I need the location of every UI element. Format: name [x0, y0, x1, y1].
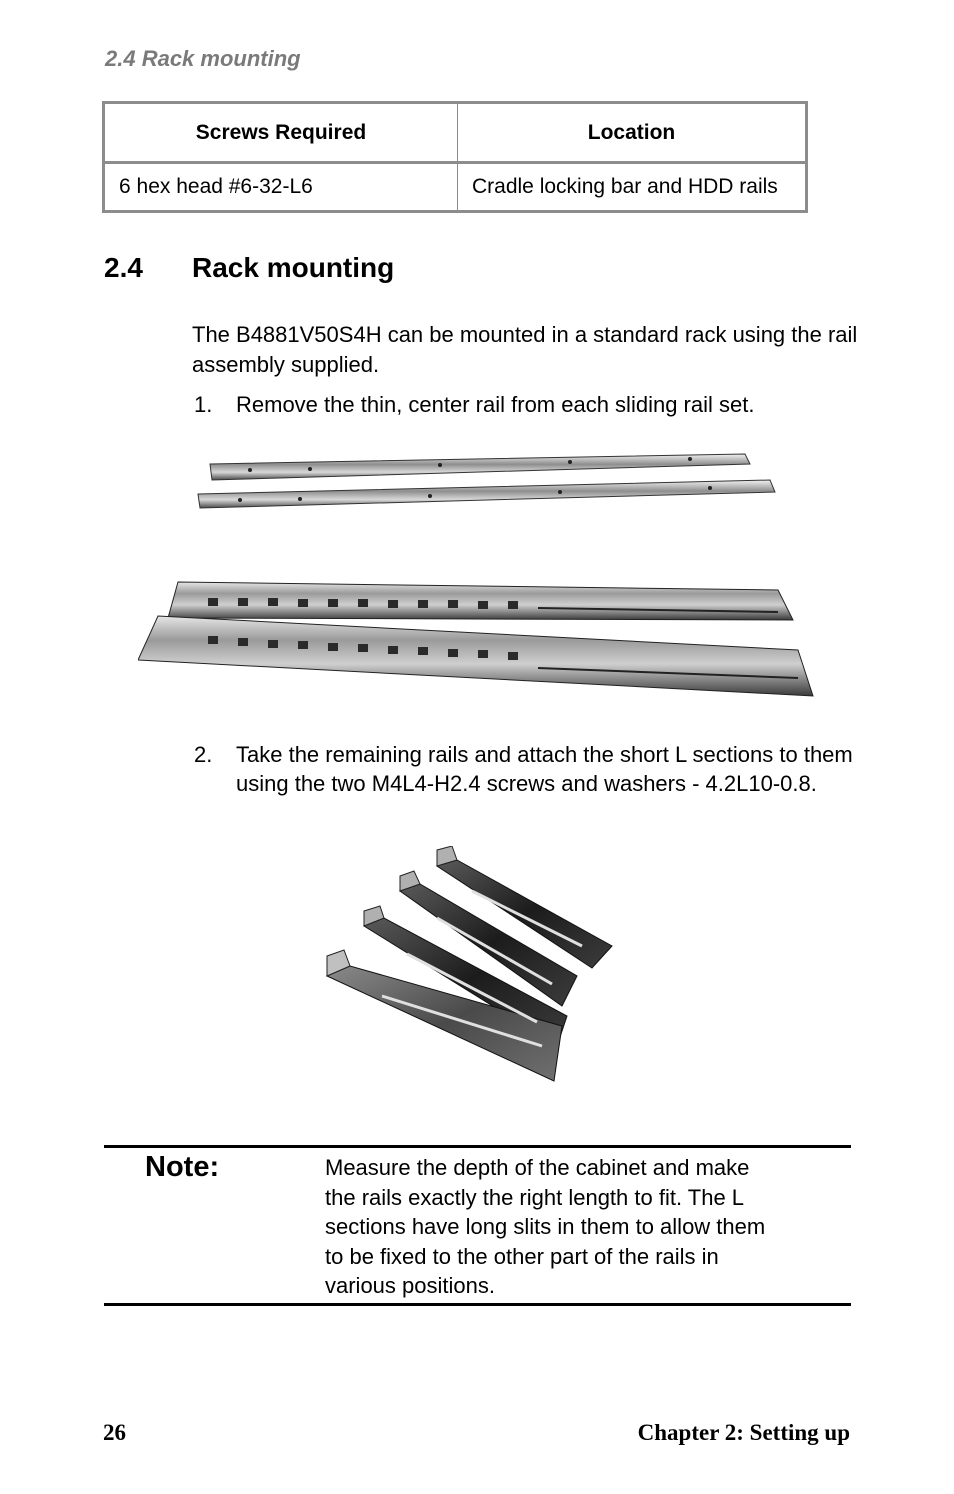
sliding-rails-photo — [138, 578, 820, 703]
table-cell-location: Cradle locking bar and HDD rails — [458, 163, 807, 212]
screws-table — [102, 101, 808, 213]
note-text: Measure the depth of the cabinet and make the rails exactly the right length to fit. The L sections have long slits in them to allow them to be fixed to the other part of the rails in various positions. — [325, 1155, 766, 1298]
section-title: Rack mounting — [192, 252, 395, 283]
step-text: Remove the thin, center rail from each sliding rail set. — [236, 392, 755, 417]
note-label: Note: — [145, 1151, 220, 1183]
table-header-screws: Screws Required — [104, 103, 458, 163]
note-bottom-rule — [104, 1303, 851, 1306]
note-top-rule — [104, 1145, 851, 1148]
page-number: 26 — [103, 1420, 126, 1445]
table-row — [104, 163, 807, 212]
table-header-location: Location — [458, 103, 807, 163]
table-cell-screws: 6 hex head #6-32-L6 — [104, 163, 458, 212]
center-rails-photo — [190, 450, 780, 520]
intro-paragraph: The B4881V50S4H can be mounted in a standard rack using the rail assembly supplied. — [192, 322, 858, 377]
step-number: 1. — [194, 392, 213, 417]
chapter-title: Chapter 2: Setting up — [637, 1420, 850, 1445]
section-number: 2.4 — [104, 252, 143, 283]
step-number: 2. — [194, 742, 213, 767]
table-header-row — [104, 103, 807, 163]
running-header: 2.4 Rack mounting — [105, 46, 301, 71]
l-sections-photo — [322, 846, 614, 1086]
step-text: Take the remaining rails and attach the short L sections to them using the two M4L4-H2.4 screws and washers - 4.2L10-0.8. — [236, 742, 853, 796]
